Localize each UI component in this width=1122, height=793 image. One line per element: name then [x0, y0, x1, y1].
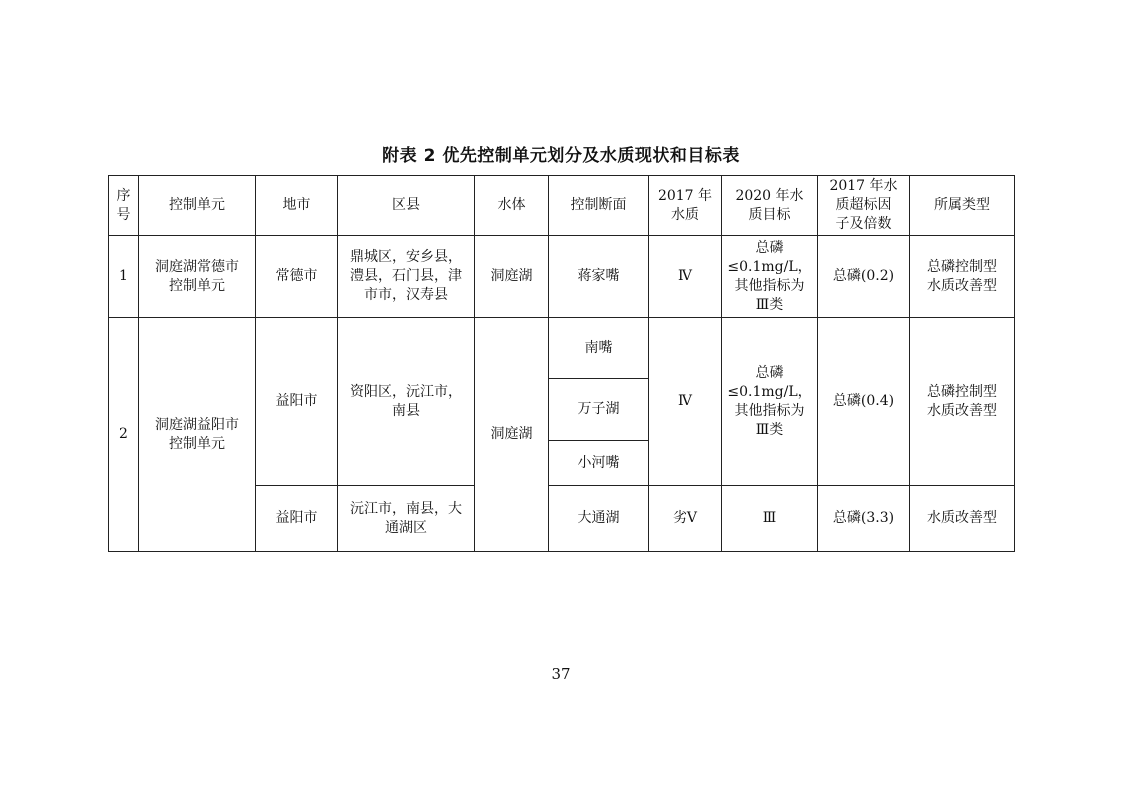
cell-city: 益阳市: [256, 486, 338, 552]
cell-type: 总磷控制型 水质改善型: [910, 318, 1015, 486]
header-quality-2017: 2017 年 水质: [649, 176, 722, 236]
page-title: 附表 2 优先控制单元划分及水质现状和目标表: [382, 146, 740, 166]
header-section: 控制断面: [549, 176, 649, 236]
cell-quality-2017: Ⅳ: [649, 318, 722, 486]
cell-type: 总磷控制型 水质改善型: [910, 236, 1015, 318]
cell-county: 资阳区，沅江市， 南县: [338, 318, 475, 486]
header-city: 地市: [256, 176, 338, 236]
cell-seq: 1: [109, 236, 139, 318]
cell-target-2020: 总磷 ≤0.1mg/L， 其他指标为 Ⅲ类: [722, 236, 818, 318]
header-seq: 序 号: [109, 176, 139, 236]
cell-seq: 2: [109, 318, 139, 552]
cell-exceed: 总磷(3.3): [818, 486, 910, 552]
cell-section: 小河嘴: [549, 441, 649, 486]
header-type: 所属类型: [910, 176, 1015, 236]
cell-control-unit: 洞庭湖益阳市 控制单元: [139, 318, 256, 552]
header-county: 区县: [338, 176, 475, 236]
cell-exceed: 总磷(0.4): [818, 318, 910, 486]
cell-water-body: 洞庭湖: [475, 236, 549, 318]
cell-type: 水质改善型: [910, 486, 1015, 552]
cell-city: 常德市: [256, 236, 338, 318]
cell-quality-2017: Ⅳ: [649, 236, 722, 318]
table-row: [109, 236, 1015, 318]
cell-section: 蒋家嘴: [549, 236, 649, 318]
table-row: [109, 318, 1015, 379]
table-header-row: [109, 176, 1015, 236]
header-water-body: 水体: [475, 176, 549, 236]
cell-water-body: 洞庭湖: [475, 318, 549, 552]
header-control-unit: 控制单元: [139, 176, 256, 236]
cell-section: 万子湖: [549, 379, 649, 441]
cell-target-2020: 总磷 ≤0.1mg/L， 其他指标为 Ⅲ类: [722, 318, 818, 486]
cell-county: 沅江市，南县，大 通湖区: [338, 486, 475, 552]
header-target-2020: 2020 年水 质目标: [722, 176, 818, 236]
cell-target-2020: Ⅲ: [722, 486, 818, 552]
header-exceed: 2017 年水 质超标因 子及倍数: [818, 176, 910, 236]
page-number: 37: [551, 665, 571, 683]
cell-section: 南嘴: [549, 318, 649, 379]
control-unit-table: [108, 175, 1015, 552]
cell-county: 鼎城区，安乡县， 澧县，石门县，津 市市，汉寿县: [338, 236, 475, 318]
cell-control-unit: 洞庭湖常德市 控制单元: [139, 236, 256, 318]
cell-city: 益阳市: [256, 318, 338, 486]
cell-quality-2017: 劣Ⅴ: [649, 486, 722, 552]
cell-section: 大通湖: [549, 486, 649, 552]
cell-exceed: 总磷(0.2): [818, 236, 910, 318]
